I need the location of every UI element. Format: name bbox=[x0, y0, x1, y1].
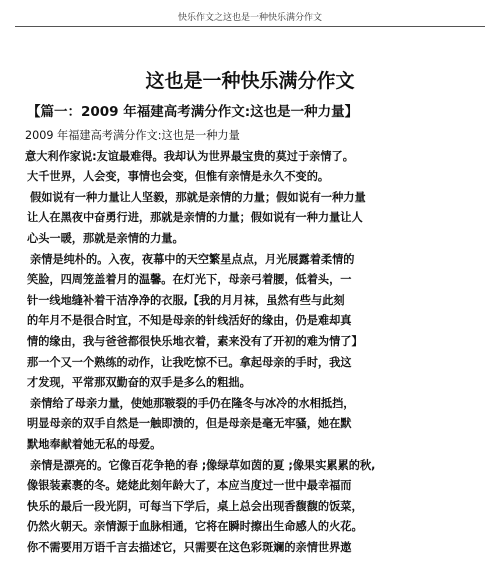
body-line: 亲情给了母亲力量，使她那皲裂的手仍在隆冬与冰冷的水相抵挡， bbox=[30, 396, 355, 410]
body-line: 针一线地缝补着干洁净净的衣服,【我的月月袜，虽然有些与此刻 bbox=[27, 293, 345, 307]
body-line: 默地奉献着她无私的母爱。 bbox=[27, 438, 162, 451]
body-line: 你不需要用万语千言去描述它，只需要在这色彩斑斓的亲情世界遨 bbox=[27, 541, 352, 554]
body-line: 大千世界，人会变，事情也会变，但惟有亲情是永久不变的。 bbox=[27, 170, 330, 184]
body-line: 的年月不是很合时宜，不知是母亲的针线活好的缘由，仍是难却真 bbox=[27, 314, 352, 328]
body-line: 亲情是漂亮的。它像百花争艳的春 ;像绿草如茵的夏 ;像果实累累的秋, bbox=[30, 458, 376, 472]
body-line: 快乐的最后一段光阴，可每当下学后，桌上总会出现香馥馥的饭菜， bbox=[27, 499, 363, 513]
body-line: 假如说有一种力量让人坚毅，那就是亲情的力量；假如说有一种力量 bbox=[30, 190, 366, 204]
body-line: 让人在黑夜中奋勇行进，那就是亲情的力量；假如说有一种力量让人 bbox=[27, 211, 363, 225]
body-line: 意大利作家说:友谊最难得。我却认为世界最宝贵的莫过于亲情了。 bbox=[25, 149, 354, 163]
body-line: 2009 年福建高考满分作文:这也是一种力量 bbox=[25, 129, 240, 142]
body-line: 像银装素裹的冬。姥姥此刻年龄大了，本应当度过一世中最幸福而 bbox=[27, 479, 352, 493]
body-line: 笑脸，四周笼盖着月的温馨。在灯光下，母亲弓着腰，低着头，一 bbox=[27, 273, 352, 287]
running-header: 快乐作文之这也是一种快乐满分作文 bbox=[177, 13, 322, 23]
body-line: 心头一暖，那就是亲情的力量。 bbox=[27, 232, 184, 245]
document-title: 这也是一种快乐满分作文 bbox=[145, 70, 355, 92]
body-line: 才发现，平常那双勤奋的双手是多么的粗拙。 bbox=[27, 376, 251, 390]
body-line: 明显母亲的双手自然是一触即溃的，但是母亲是毫无牢骚，她在默 bbox=[27, 417, 352, 431]
section-heading: 【篇一：2009 年福建高考满分作文:这也是一种力量】 bbox=[27, 104, 359, 120]
body-line: 情的缘由，我与爸爸都很快乐地衣着，素来没有了开初的难为情了】 bbox=[27, 335, 363, 348]
body-line: 那一个又一个熟练的动作，让我吃惊不已。拿起母亲的手时，我这 bbox=[27, 355, 352, 369]
body-line: 仍然火朝天。亲情源于血脉相通，它将在瞬时擦出生命感人的火花。 bbox=[27, 520, 363, 534]
body-line: 亲情是纯朴的。入夜，夜幕中的天空繁星点点，月光展露着柔情的 bbox=[30, 252, 355, 266]
